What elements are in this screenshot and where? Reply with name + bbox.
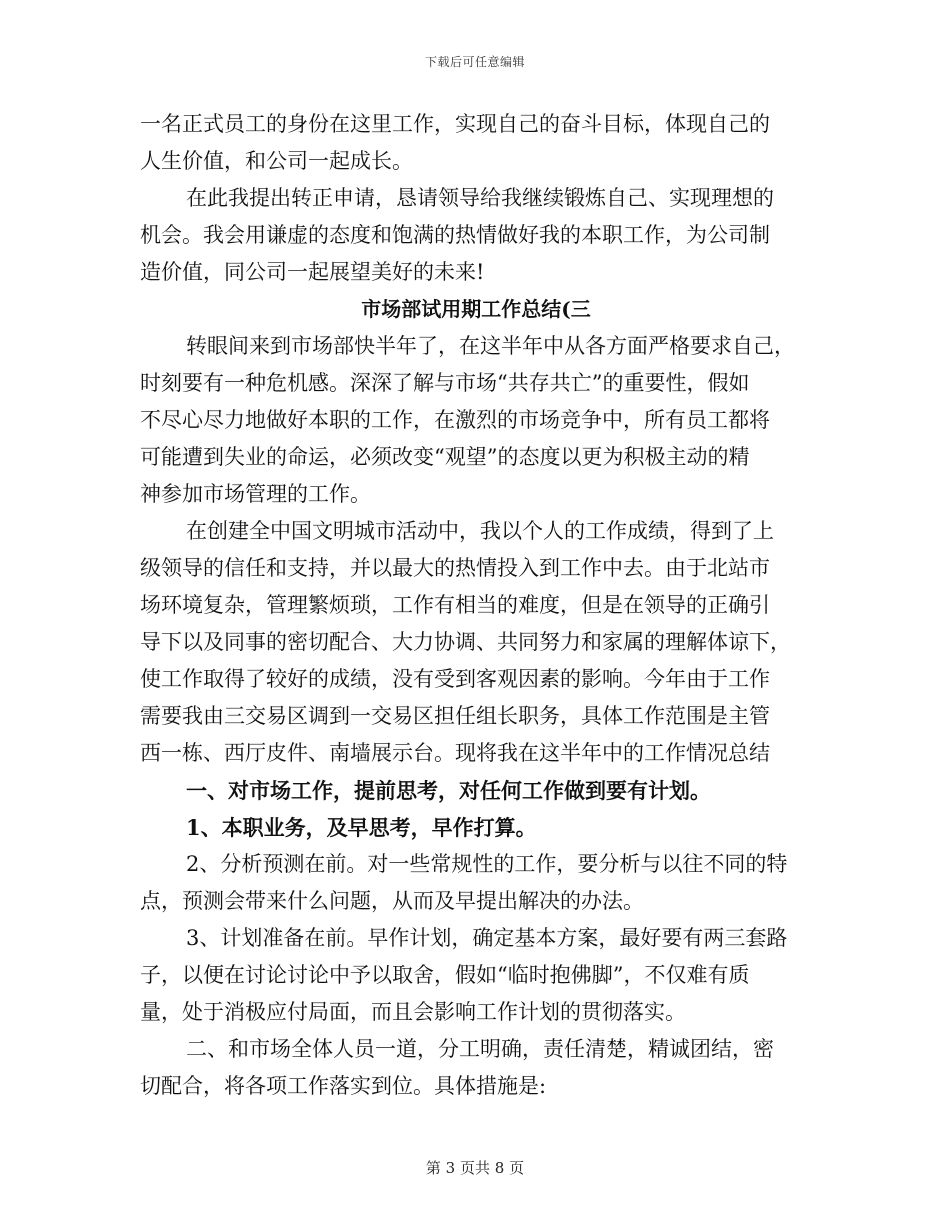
body-line: 场环境复杂，管理繁烦琐，工作有相当的难度，但是在领导的正确引 bbox=[140, 593, 770, 617]
page-number: 第 3 页共 8 页 bbox=[425, 1159, 525, 1177]
body-line: 3、计划准备在前。早作计划，确定基本方案，最好要有两三套路 bbox=[186, 926, 788, 950]
body-line: 造价值，同公司一起展望美好的未来! bbox=[140, 260, 485, 284]
body-line: 点，预测会带来什么问题，从而及早提出解决的办法。 bbox=[140, 889, 644, 913]
body-line: 需要我由三交易区调到一交易区担任组长职务，具体工作范围是主管 bbox=[140, 704, 770, 728]
bold-subheading: 1、本职业务，及早思考，早作打算。 bbox=[186, 815, 537, 840]
body-line: 可能遭到失业的命运，必须改变“观望”的态度以更为积极主动的精 bbox=[140, 445, 750, 469]
bold-heading: 一、对市场工作，提前思考，对任何工作做到要有计划。 bbox=[186, 778, 711, 803]
body-line: 2、分析预测在前。对一些常规性的工作，要分析与以往不同的特 bbox=[186, 852, 788, 876]
document-body bbox=[140, 106, 812, 1105]
body-line: 人生价值，和公司一起成长。 bbox=[140, 149, 413, 173]
body-line: 级领导的信任和支持，并以最大的热情投入到工作中去。由于北站市 bbox=[140, 556, 770, 580]
body-line: 使工作取得了较好的成绩，没有受到客观因素的影响。今年由于工作 bbox=[140, 667, 770, 691]
body-line: 机会。我会用谦虚的态度和饱满的热情做好我的本职工作，为公司制 bbox=[140, 223, 770, 247]
body-line: 不尽心尽力地做好本职的工作，在激烈的市场竞争中，所有员工都将 bbox=[140, 408, 770, 432]
body-line: 量，处于消极应付局面，而且会影响工作计划的贯彻落实。 bbox=[140, 1000, 686, 1024]
body-line: 神参加市场管理的工作。 bbox=[140, 482, 371, 506]
body-line: 子，以便在讨论讨论中予以取舍，假如“临时抱佛脚”，不仅难有质 bbox=[140, 963, 750, 987]
body-line: 转眼间来到市场部快半年了，在这半年中从各方面严格要求自己， bbox=[186, 334, 795, 358]
body-line: 西一栋、西厅皮件、南墙展示台。现将我在这半年中的工作情况总结 bbox=[140, 741, 770, 765]
body-line: 切配合，将各项工作落实到位。具体措施是: bbox=[140, 1074, 547, 1098]
body-line: 在此我提出转正申请，恳请领导给我继续锻炼自己、实现理想的 bbox=[186, 186, 774, 210]
body-line: 在创建全中国文明城市活动中，我以个人的工作成绩，得到了上 bbox=[186, 519, 774, 543]
page-header: 下载后可任意编辑 bbox=[424, 55, 525, 69]
body-line: 一名正式员工的身份在这里工作，实现自己的奋斗目标，体现自己的 bbox=[140, 112, 770, 136]
body-line: 时刻要有一种危机感。深深了解与市场“共存共亡”的重要性，假如 bbox=[140, 371, 750, 395]
section-title: 市场部试用期工作总结(三 bbox=[361, 297, 591, 321]
body-line: 导下以及同事的密切配合、大力协调、共同努力和家属的理解体谅下， bbox=[140, 630, 791, 654]
body-line: 二、和市场全体人员一道，分工明确，责任清楚，精诚团结，密 bbox=[186, 1037, 774, 1061]
